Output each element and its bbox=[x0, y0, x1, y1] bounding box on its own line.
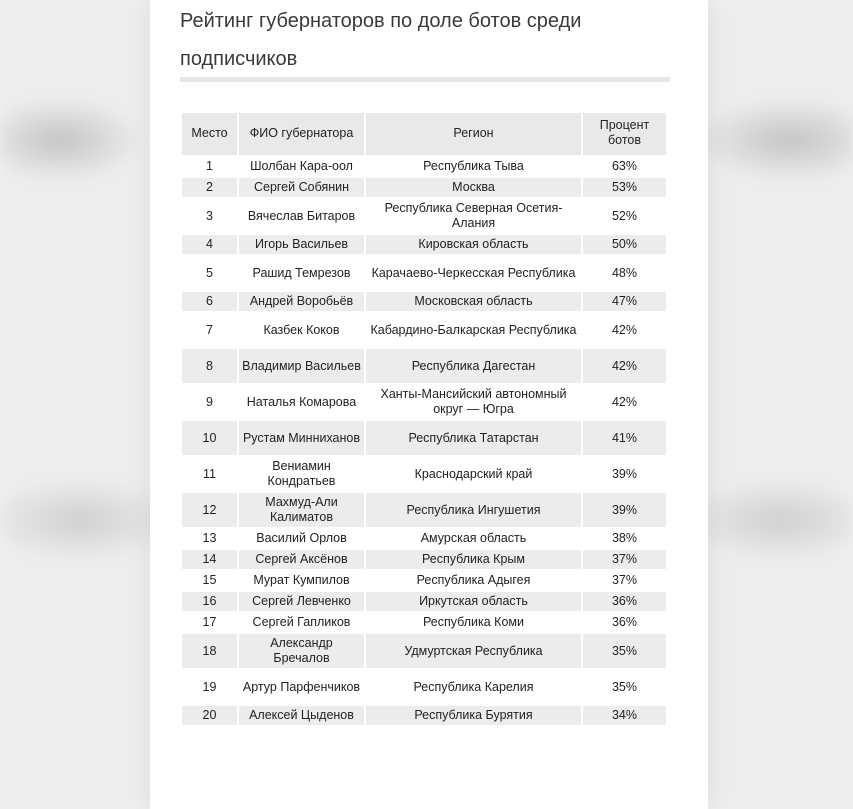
cell-place: 2 bbox=[182, 176, 237, 197]
table-row bbox=[182, 176, 666, 197]
article-title: Рейтинг губернаторов по доле ботов среди подписчиков bbox=[180, 10, 582, 70]
cell-name: Владимир Васильев bbox=[239, 347, 364, 383]
title-divider bbox=[180, 77, 670, 82]
table-row bbox=[182, 254, 666, 290]
cell-place: 6 bbox=[182, 290, 237, 311]
cell-name: Казбек Коков bbox=[239, 311, 364, 347]
cell-percent: 39% bbox=[583, 455, 666, 491]
cell-region: Республика Коми bbox=[366, 611, 581, 632]
cell-name: Сергей Аксёнов bbox=[239, 548, 364, 569]
cell-name: Шолбан Кара-оол bbox=[239, 155, 364, 176]
cell-percent: 63% bbox=[583, 155, 666, 176]
cell-region: Карачаево-Черкесская Республика bbox=[366, 254, 581, 290]
cell-place: 12 bbox=[182, 491, 237, 527]
cell-place: 9 bbox=[182, 383, 237, 419]
cell-region: Республика Дагестан bbox=[366, 347, 581, 383]
table-row bbox=[182, 611, 666, 632]
table-row bbox=[182, 347, 666, 383]
cell-region: Республика Адыгея bbox=[366, 569, 581, 590]
table-row bbox=[182, 383, 666, 419]
table-row bbox=[182, 491, 666, 527]
cell-region: Республика Татарстан bbox=[366, 419, 581, 455]
cell-name: Игорь Васильев bbox=[239, 233, 364, 254]
cell-place: 20 bbox=[182, 704, 237, 725]
cell-percent: 41% bbox=[583, 419, 666, 455]
cell-region: Краснодарский край bbox=[366, 455, 581, 491]
table-row bbox=[182, 419, 666, 455]
cell-place: 16 bbox=[182, 590, 237, 611]
cell-place: 11 bbox=[182, 455, 237, 491]
table-row bbox=[182, 590, 666, 611]
cell-place: 7 bbox=[182, 311, 237, 347]
table-row bbox=[182, 527, 666, 548]
table-row bbox=[182, 548, 666, 569]
cell-name: Александр Бречалов bbox=[239, 632, 364, 668]
cell-percent: 52% bbox=[583, 197, 666, 233]
cell-region: Амурская область bbox=[366, 527, 581, 548]
table-row bbox=[182, 155, 666, 176]
table-row bbox=[182, 704, 666, 725]
cell-percent: 36% bbox=[583, 590, 666, 611]
cell-region: Республика Бурятия bbox=[366, 704, 581, 725]
cell-region: Республика Крым bbox=[366, 548, 581, 569]
cell-place: 19 bbox=[182, 668, 237, 704]
cell-percent: 39% bbox=[583, 491, 666, 527]
cell-percent: 53% bbox=[583, 176, 666, 197]
cell-name: Наталья Комарова bbox=[239, 383, 364, 419]
cell-percent: 50% bbox=[583, 233, 666, 254]
table-row bbox=[182, 290, 666, 311]
cell-place: 5 bbox=[182, 254, 237, 290]
cell-name: Алексей Цыденов bbox=[239, 704, 364, 725]
cell-percent: 37% bbox=[583, 569, 666, 590]
article-card bbox=[150, 0, 708, 809]
governors-rating-table bbox=[180, 113, 668, 725]
cell-place: 4 bbox=[182, 233, 237, 254]
table-row bbox=[182, 311, 666, 347]
cell-percent: 42% bbox=[583, 347, 666, 383]
cell-percent: 42% bbox=[583, 311, 666, 347]
cell-percent: 38% bbox=[583, 527, 666, 548]
cell-name: Сергей Собянин bbox=[239, 176, 364, 197]
cell-name: Махмуд-Али Калиматов bbox=[239, 491, 364, 527]
table-row bbox=[182, 668, 666, 704]
cell-region: Московская область bbox=[366, 290, 581, 311]
cell-place: 13 bbox=[182, 527, 237, 548]
table-row bbox=[182, 569, 666, 590]
cell-region: Москва bbox=[366, 176, 581, 197]
cell-region: Республика Северная Осетия-Алания bbox=[366, 197, 581, 233]
cell-name: Вячеслав Битаров bbox=[239, 197, 364, 233]
cell-place: 15 bbox=[182, 569, 237, 590]
cell-percent: 37% bbox=[583, 548, 666, 569]
cell-name: Василий Орлов bbox=[239, 527, 364, 548]
cell-place: 10 bbox=[182, 419, 237, 455]
cell-name: Андрей Воробьёв bbox=[239, 290, 364, 311]
cell-place: 17 bbox=[182, 611, 237, 632]
cell-percent: 48% bbox=[583, 254, 666, 290]
cell-name: Рашид Темрезов bbox=[239, 254, 364, 290]
cell-percent: 35% bbox=[583, 632, 666, 668]
cell-name: Сергей Гапликов bbox=[239, 611, 364, 632]
cell-region: Удмуртская Республика bbox=[366, 632, 581, 668]
cell-percent: 42% bbox=[583, 383, 666, 419]
table-header-row bbox=[182, 113, 666, 155]
table-row bbox=[182, 233, 666, 254]
cell-percent: 36% bbox=[583, 611, 666, 632]
cell-place: 8 bbox=[182, 347, 237, 383]
header-place: Место bbox=[182, 113, 237, 155]
table-row bbox=[182, 197, 666, 233]
table-row bbox=[182, 632, 666, 668]
cell-percent: 35% bbox=[583, 668, 666, 704]
cell-name: Сергей Левченко bbox=[239, 590, 364, 611]
cell-name: Рустам Минниханов bbox=[239, 419, 364, 455]
cell-percent: 34% bbox=[583, 704, 666, 725]
cell-region: Республика Карелия bbox=[366, 668, 581, 704]
cell-percent: 47% bbox=[583, 290, 666, 311]
cell-region: Иркутская область bbox=[366, 590, 581, 611]
cell-region: Республика Ингушетия bbox=[366, 491, 581, 527]
cell-name: Артур Парфенчиков bbox=[239, 668, 364, 704]
cell-region: Кабардино-Балкарская Республика bbox=[366, 311, 581, 347]
cell-place: 1 bbox=[182, 155, 237, 176]
cell-place: 18 bbox=[182, 632, 237, 668]
cell-name: Мурат Кумпилов bbox=[239, 569, 364, 590]
header-region: Регион bbox=[366, 113, 581, 155]
cell-name: Вениамин Кондратьев bbox=[239, 455, 364, 491]
table-row bbox=[182, 455, 666, 491]
cell-region: Ханты-Мансийский автономный округ — Югра bbox=[366, 383, 581, 419]
header-name: ФИО губернатора bbox=[239, 113, 364, 155]
cell-region: Республика Тыва bbox=[366, 155, 581, 176]
cell-place: 3 bbox=[182, 197, 237, 233]
header-percent: Процент ботов bbox=[583, 113, 666, 155]
cell-region: Кировская область bbox=[366, 233, 581, 254]
cell-place: 14 bbox=[182, 548, 237, 569]
